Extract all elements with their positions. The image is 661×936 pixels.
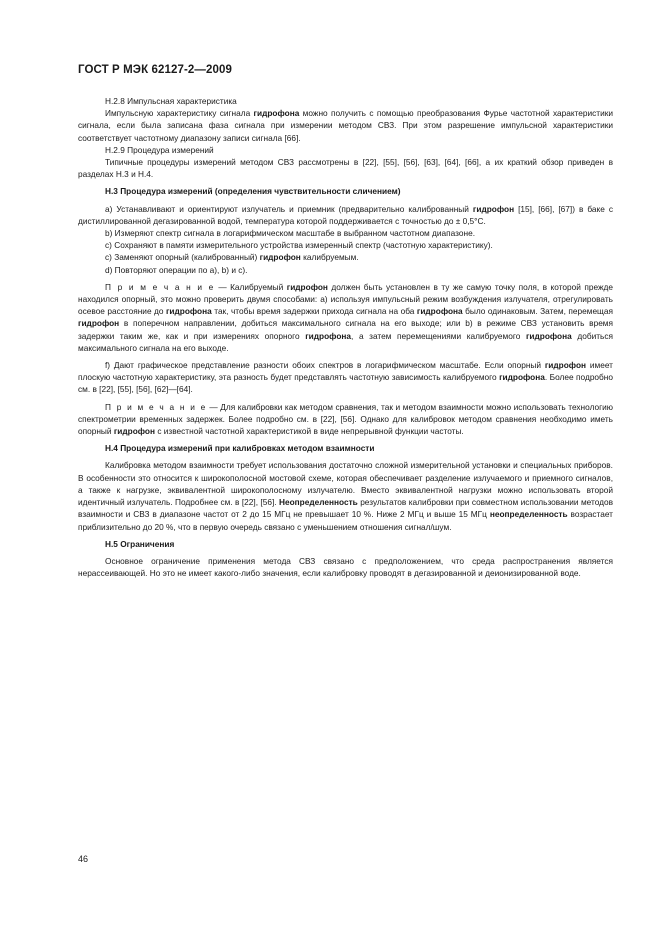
page-content bbox=[78, 95, 613, 579]
h28-paragraph: Импульсную характеристику сигнала гидрофона можно получить с помощью преобразования Фурье частотной характеристики сигнала, если была записана фаза сигнала при измерении методом СВЗ. При этом разрешение импульсной характеристики соответствует частотному диапазону записи сигнала [66]. bbox=[78, 108, 613, 143]
h5-paragraph: Основное ограничение применения метода СВЗ связано с предположением, что среда распространения является нерассеивающей. Но это не имеет какого-либо значения, если калибровку проводят в дегазированной и деионизированной воде. bbox=[78, 555, 613, 579]
list-item-c2: c) Заменяют опорный (калиброванный) гидрофон калибруемым. bbox=[105, 252, 359, 263]
list-item-d: d) Повторяют операции по a), b) и c). bbox=[105, 264, 248, 275]
list-item-c: c) Сохраняют в памяти измерительного устройства измеренный спектр (частотную характеристику). bbox=[105, 240, 493, 251]
h29-paragraph: Типичные процедуры измерений методом СВЗ рассмотрены в [22], [55], [56], [63], [64], [66], а их краткий обзор приведен в разделах Н.3 и Н.4. bbox=[78, 157, 613, 180]
section-h28-title: Н.2.8 Импульсная характеристика bbox=[105, 96, 237, 106]
list-item-f: f) Дают графическое представление разности обоих спектров в логарифмическом масштабе. Если опорный гидрофон имеет плоскую частотную характеристику, эта разность будет представлять частотную зависимость калибруемого гидрофона. Более подробно см. в [22], [55], [56], [62]—[64]. bbox=[78, 360, 613, 395]
note-2: П р и м е ч а н и е — Для калибровки как методом сравнения, так и методом взаимности можно использовать технологию спектрометрии временных задержек. Более подробно см. в [22], [56]. Однако для калибровок методом сравнения необходимо иметь опорный гидрофон с известной частотной характеристикой в виде непрерывной функции частоты. bbox=[78, 401, 614, 437]
h4-paragraph: Калибровка методом взаимности требует использования достаточно сложной измерительной установки и специальных приборов. В особенности это относится к широкополосной мостовой схеме, которая обеспечивает разделение излучаемого и приемного сигналов, а также к нагрузке, эквивалентной широкополосному излучателю. Вместо эквивалентной нагрузки можно использовать второй идентичный излучатель. Подробнее см. в [22], [56]. Неопределенность результатов калибровки при совместном использовании методов взаимности и СВЗ в диапазоне частот от 2 до 15 МГц не превышает 10 %. Ниже 2 МГц и выше 15 МГц неопределенность возрастает приблизительно до 20 %, что в первую очередь связано с уменьшением отношения сигнал/шум. bbox=[78, 460, 614, 532]
standard-title: ГОСТ Р МЭК 62127-2—2009 bbox=[78, 64, 232, 76]
section-h3-title: Н.3 Процедура измерений (определения чувствительности сличением) bbox=[105, 186, 401, 197]
list-item-a: a) Устанавливают и ориентируют излучатель и приемник (предварительно калиброванный гидрофон [15], [66], [67]) в баке с дистиллированной дегазированной водой, температура которой поддерживается с точностью до ± 0,5°С. bbox=[78, 203, 613, 226]
section-h29-title: Н.2.9 Процедура измерений bbox=[105, 144, 214, 155]
list-item-b: b) Измеряют спектр сигнала в логарифмическом масштабе в выбранном частотном диапазоне. bbox=[105, 228, 475, 239]
section-h5-title: Н.5 Ограничения bbox=[105, 538, 175, 549]
section-h4-title: Н.4 Процедура измерений при калибровках методом взаимности bbox=[105, 443, 375, 454]
note-1: П р и м е ч а н и е — Калибруемый гидрофон должен быть установлен в ту же самую точку поля, в которой прежде находился опорный, это можно проверить двумя способами: a) используя импульсный режим возбуждения излучателя, отрегулировать осевое расстояние до гидрофона так, чтобы время задержки прихода сигнала на оба гидрофона было одинаковым. Затем, перемещая гидрофон в поперечном направлении, добиться максимального сигнала на его выходе; или b) в режиме СВЗ установить время задержки таким же, как и при измерениях опорного гидрофона, а затем перемещениями калибруемого гидрофона добиться максимального сигнала на его выходе. bbox=[78, 281, 613, 353]
page-number: 46 bbox=[78, 854, 89, 864]
